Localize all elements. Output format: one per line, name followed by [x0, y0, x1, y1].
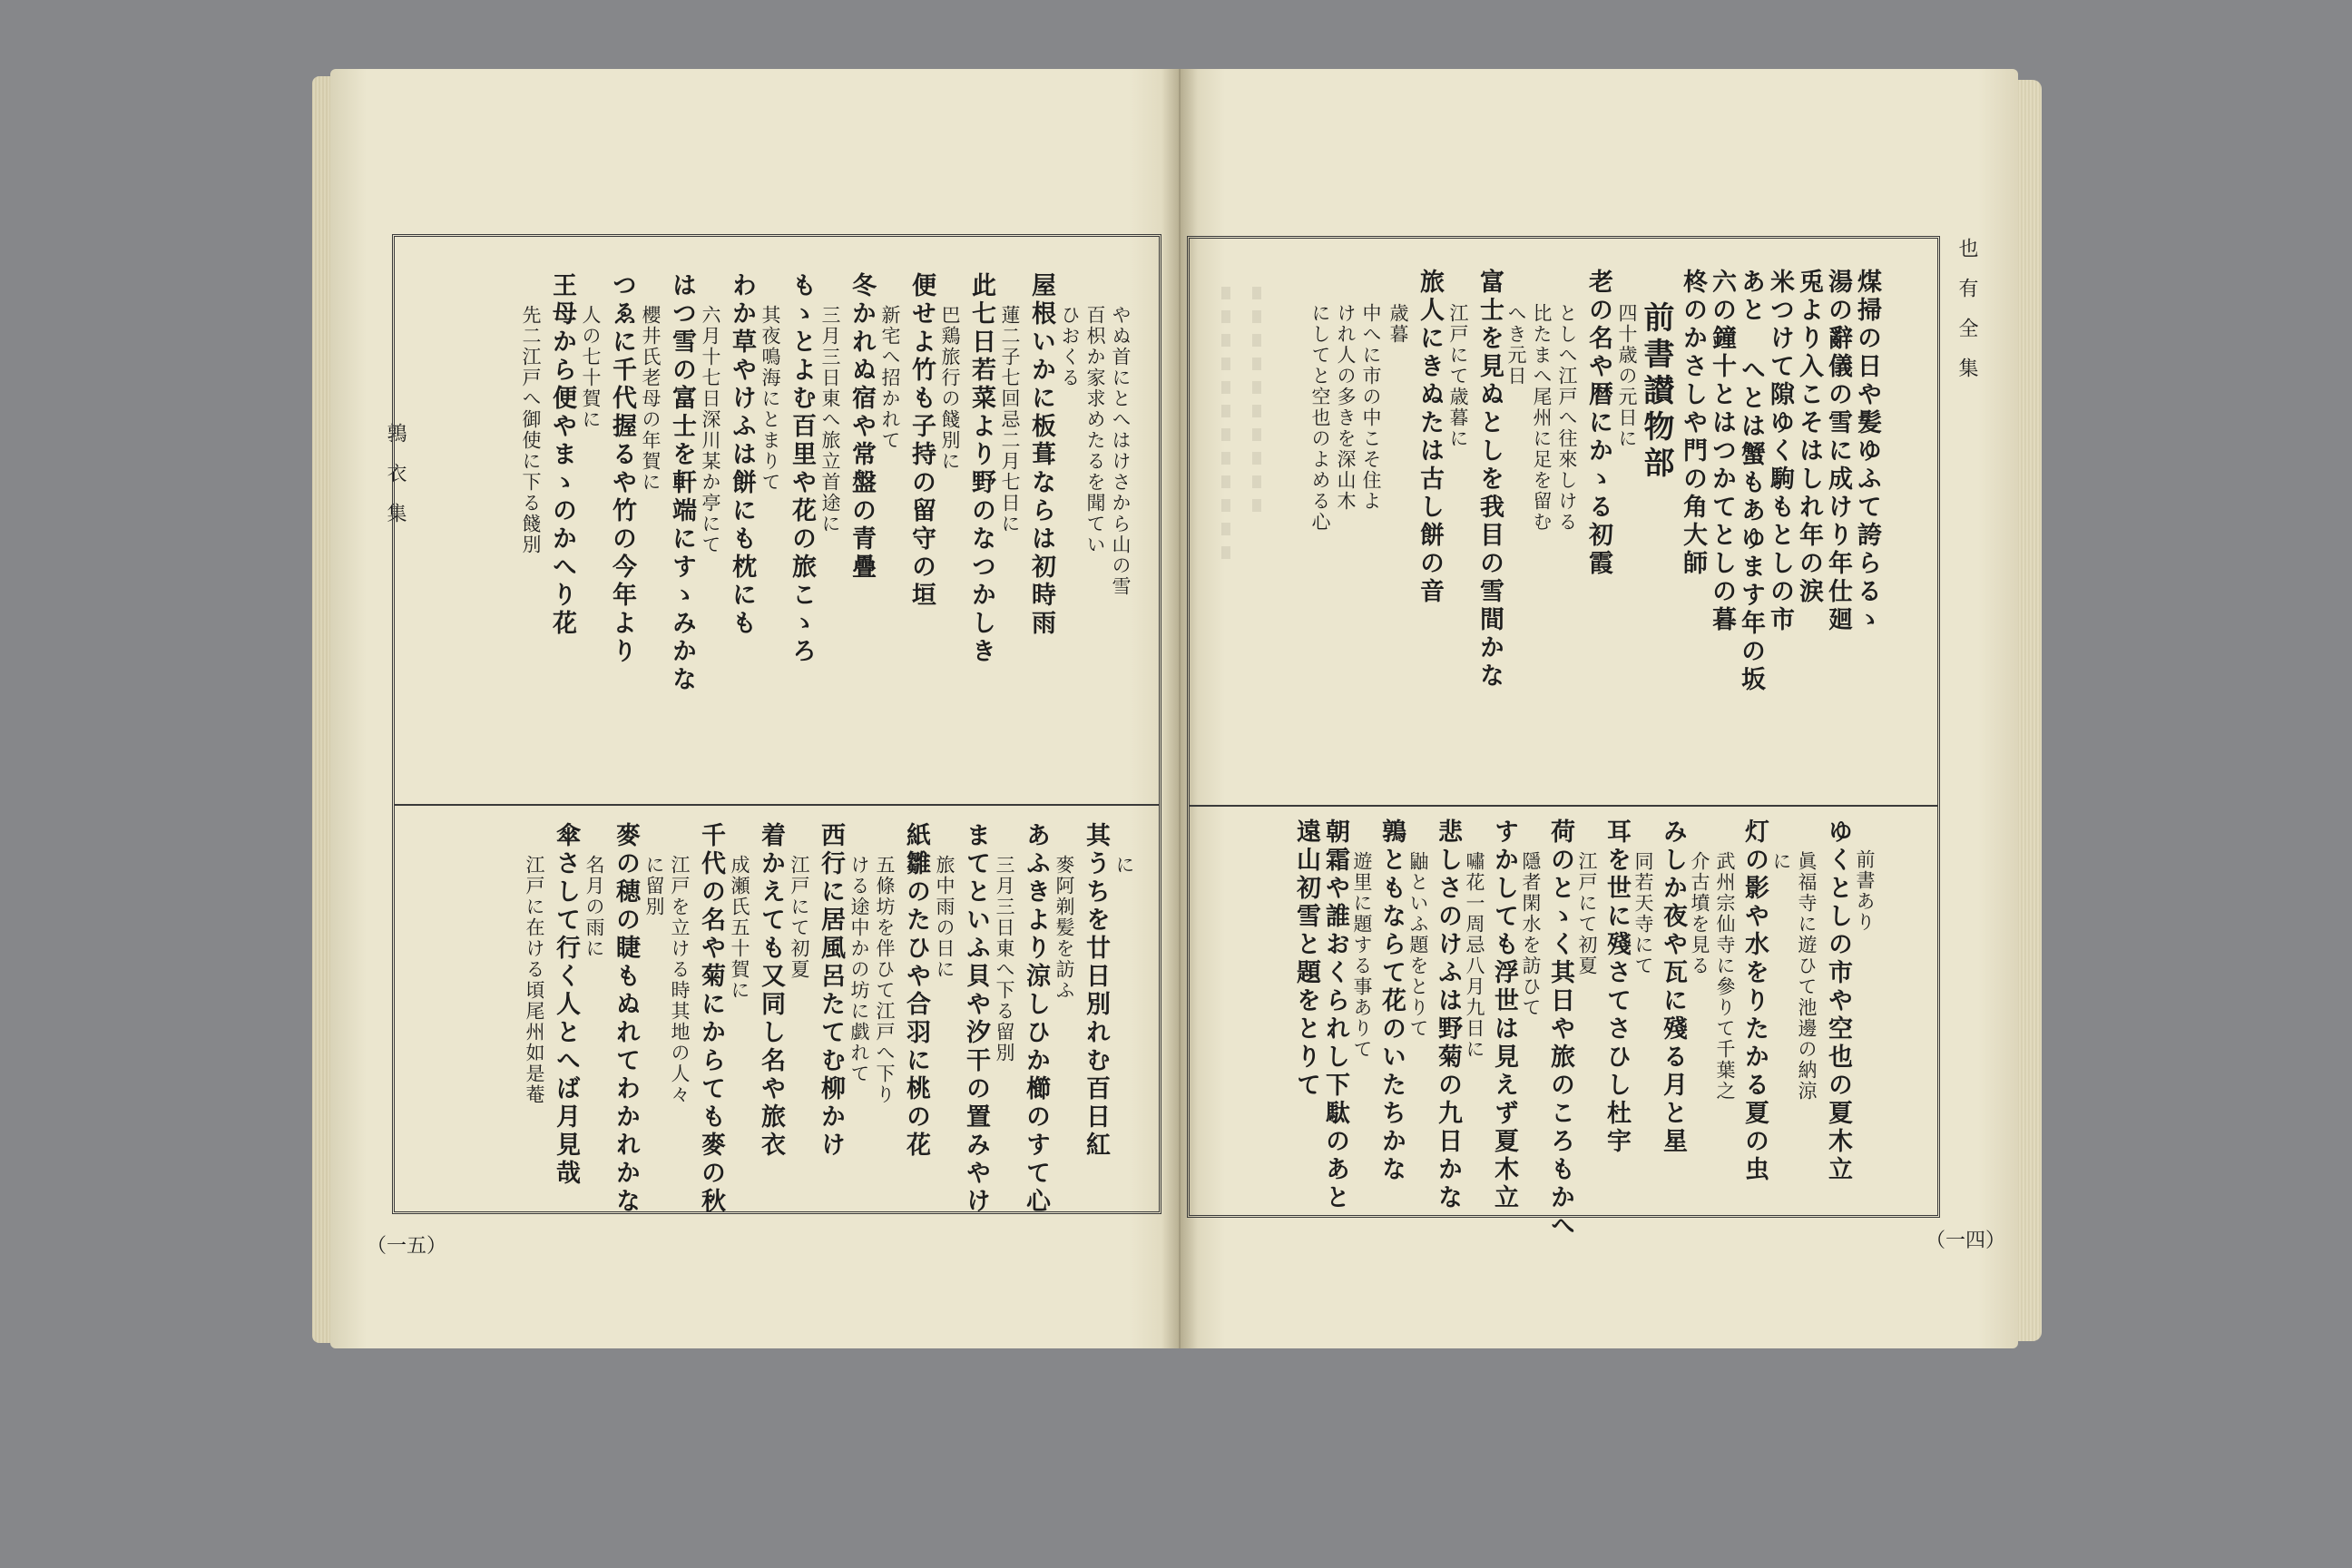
verse-line: みしか夜や瓦に殘る月と星 — [1659, 818, 1687, 1156]
verse-line: 傘さして行く人とへば月見哉 — [552, 822, 580, 1188]
preface-line: 其夜鳴海にとまりて — [760, 305, 781, 493]
preface-line: 江戸にて初夏 — [789, 855, 810, 980]
verse-line: 老の名や暦にかゝる初霞 — [1584, 269, 1612, 578]
preface-line: に — [1113, 855, 1135, 876]
preface-line: 六月十七日深川某か亭にて — [700, 305, 721, 555]
preface-line: 四十歳の元日に — [1616, 303, 1638, 449]
verse-line: 麥の穂の睫もぬれてわかれかな — [612, 822, 640, 1216]
verse-line: 鶉ともならて花のいたちかな — [1377, 818, 1406, 1184]
left-section-divider — [395, 804, 1159, 806]
verse-line: 紙雛のたひや合羽に桃の花 — [902, 822, 930, 1160]
preface-line: 介古墳を見る — [1689, 851, 1710, 976]
verse-line: 遠山初雪と題をとりて — [1292, 818, 1320, 1100]
open-book — [312, 60, 2051, 1363]
preface-line: ける途中かの坊に戯れて — [848, 855, 870, 1084]
preface-line: 江戸にて初夏 — [1576, 851, 1598, 976]
right-running-head: 也有全集 — [1955, 238, 1978, 397]
preface-line: 比たまへ尾州に足を留む — [1531, 303, 1553, 533]
preface-line: 江戸を立ける時其地の人々 — [669, 855, 691, 1105]
verse-line: 六の鐘十とはつかてとしの暮 — [1708, 269, 1736, 634]
preface-line: 麥阿剃髪を訪ふ — [1054, 855, 1075, 1001]
left-running-head: 鶉衣集 — [384, 423, 407, 543]
verse-line: はつ雪の富士を軒端にすゝみかな — [668, 272, 696, 694]
verse-line: あと へとは蟹もあゆます年の坂 — [1737, 269, 1765, 694]
preface-line: にしてと空也のよめる心 — [1309, 303, 1331, 533]
verse-line: 柊のかさしや門の角大師 — [1679, 269, 1707, 578]
show-through-marks — [1252, 287, 1261, 523]
preface-line: 巴鶏旅行の餞別に — [939, 305, 961, 472]
verse-line: 朝霜や誰おくられし下駄のあと — [1321, 818, 1349, 1212]
show-through-marks — [1221, 287, 1230, 559]
verse-line: 富士を見ぬとしを我目の雪間かな — [1475, 269, 1504, 691]
preface-line: 遊里に題する事ありて — [1351, 851, 1373, 1060]
verse-line: 米つけて隙ゆく駒もとしの市 — [1766, 269, 1794, 634]
verse-line: わか草やけふは餅にも枕にも — [728, 272, 756, 638]
preface-line: 前書あり — [1854, 849, 1876, 933]
verse-line: あふきより涼しひか櫛のすて心 — [1022, 822, 1050, 1216]
preface-line: やぬ首にとへはけさから山の雪 — [1110, 305, 1132, 597]
verse-line: 灯の影や水をりたかる夏の虫 — [1740, 818, 1769, 1184]
verse-line: 兎より入こそはしれ年の涙 — [1795, 269, 1823, 606]
preface-line: に — [1770, 851, 1792, 872]
section-heading: 前書讃物部 — [1638, 301, 1674, 483]
verse-line: 悲しさのけふは野菊の九日かな — [1434, 818, 1462, 1212]
preface-line: に留別 — [643, 855, 665, 917]
preface-line: 櫻井氏老母の年賀に — [640, 305, 662, 493]
preface-line: 名月の雨に — [583, 855, 605, 959]
preface-line: ひおくる — [1059, 305, 1081, 388]
preface-line: 嘯花一周忌八月九日に — [1464, 851, 1485, 1060]
right-section-divider — [1190, 805, 1937, 807]
preface-line: 先二江戸へ御使に下る餞別 — [520, 305, 542, 555]
preface-line: 歳暮 — [1387, 303, 1409, 345]
preface-line: 新宅へ招かれて — [879, 305, 901, 451]
preface-line: へき元日 — [1505, 303, 1527, 387]
verse-line: 冬かれぬ宿や常盤の青疊 — [848, 272, 876, 582]
preface-line: 人の七十賀に — [580, 305, 602, 430]
preface-line: 蓮二子七回忌二月七日に — [999, 305, 1021, 534]
verse-line: つゑに千代握るや竹の今年より — [608, 272, 636, 666]
preface-line: けれ人の多きを深山木 — [1335, 303, 1357, 512]
preface-line: 武州宗仙寺に參りて千葉之 — [1714, 851, 1736, 1102]
preface-line: 江戸に在ける頃尾州如是菴 — [524, 855, 545, 1105]
verse-line: 便せよ竹も子持の留守の垣 — [907, 272, 936, 610]
verse-line: まてといふ貝や汐干の置みやけ — [962, 822, 990, 1216]
verse-line: もゝとよむ百里や花の旅こゝろ — [788, 272, 816, 666]
verse-line: 其うちを廿日別れむ百日紅 — [1082, 822, 1110, 1160]
preface-line: 百枳か家求めたるを聞てい — [1084, 305, 1106, 555]
verse-line: 旅人にきぬたは古し餅の音 — [1416, 269, 1444, 606]
preface-line: 成瀬氏五十賀に — [729, 855, 750, 1001]
verse-line: 西行に居風呂たてむ柳かけ — [817, 822, 845, 1160]
preface-line: 三月三日東へ下る留別 — [994, 855, 1015, 1063]
left-page-number: （一五） — [367, 1235, 447, 1258]
verse-line: 此七日若菜より野のなつかしき — [967, 272, 995, 666]
verse-line: 着かえても又同し名や旅衣 — [757, 822, 785, 1160]
preface-line: としへ江戸へ往來しける — [1556, 303, 1578, 533]
preface-line: 同若天寺にて — [1632, 851, 1654, 976]
verse-line: 煤掃の日や髪ゆふて誇らるゝ — [1853, 269, 1881, 634]
verse-line: 湯の辭儀の雪に成けり年仕廻 — [1824, 269, 1852, 634]
verse-line: すかしても浮世は見えず夏木立 — [1490, 818, 1518, 1212]
verse-line: 王母から便やまゝのかへり花 — [548, 272, 576, 638]
verse-line: 荷のとゝく其日や旅のころもかへ — [1546, 818, 1574, 1240]
preface-line: 江戸にて歳暮に — [1447, 303, 1469, 449]
preface-line: 眞福寺に遊ひて池邊の納涼 — [1796, 851, 1818, 1102]
right-page-number: （一四） — [1926, 1230, 2006, 1252]
preface-line: 鼬といふ題をとりて — [1407, 851, 1429, 1039]
verse-line: ゆくとしの市や空也の夏木立 — [1824, 818, 1852, 1184]
preface-line: 中へに市の中こそ住よ — [1360, 303, 1382, 512]
verse-line: 耳を世に殘さてさひし杜宇 — [1602, 818, 1631, 1156]
verse-line: 千代の名や菊にからても麥の秋 — [697, 822, 725, 1216]
preface-line: 隱者閑水を訪ひて — [1520, 851, 1542, 1018]
preface-line: 三月三日東へ旅立首途に — [819, 305, 841, 534]
preface-line: 五條坊を伴ひて江戸へ下り — [874, 855, 896, 1105]
preface-line: 旅中雨の日に — [934, 855, 956, 980]
verse-line: 屋根いかに板葺ならは初時雨 — [1027, 272, 1055, 638]
